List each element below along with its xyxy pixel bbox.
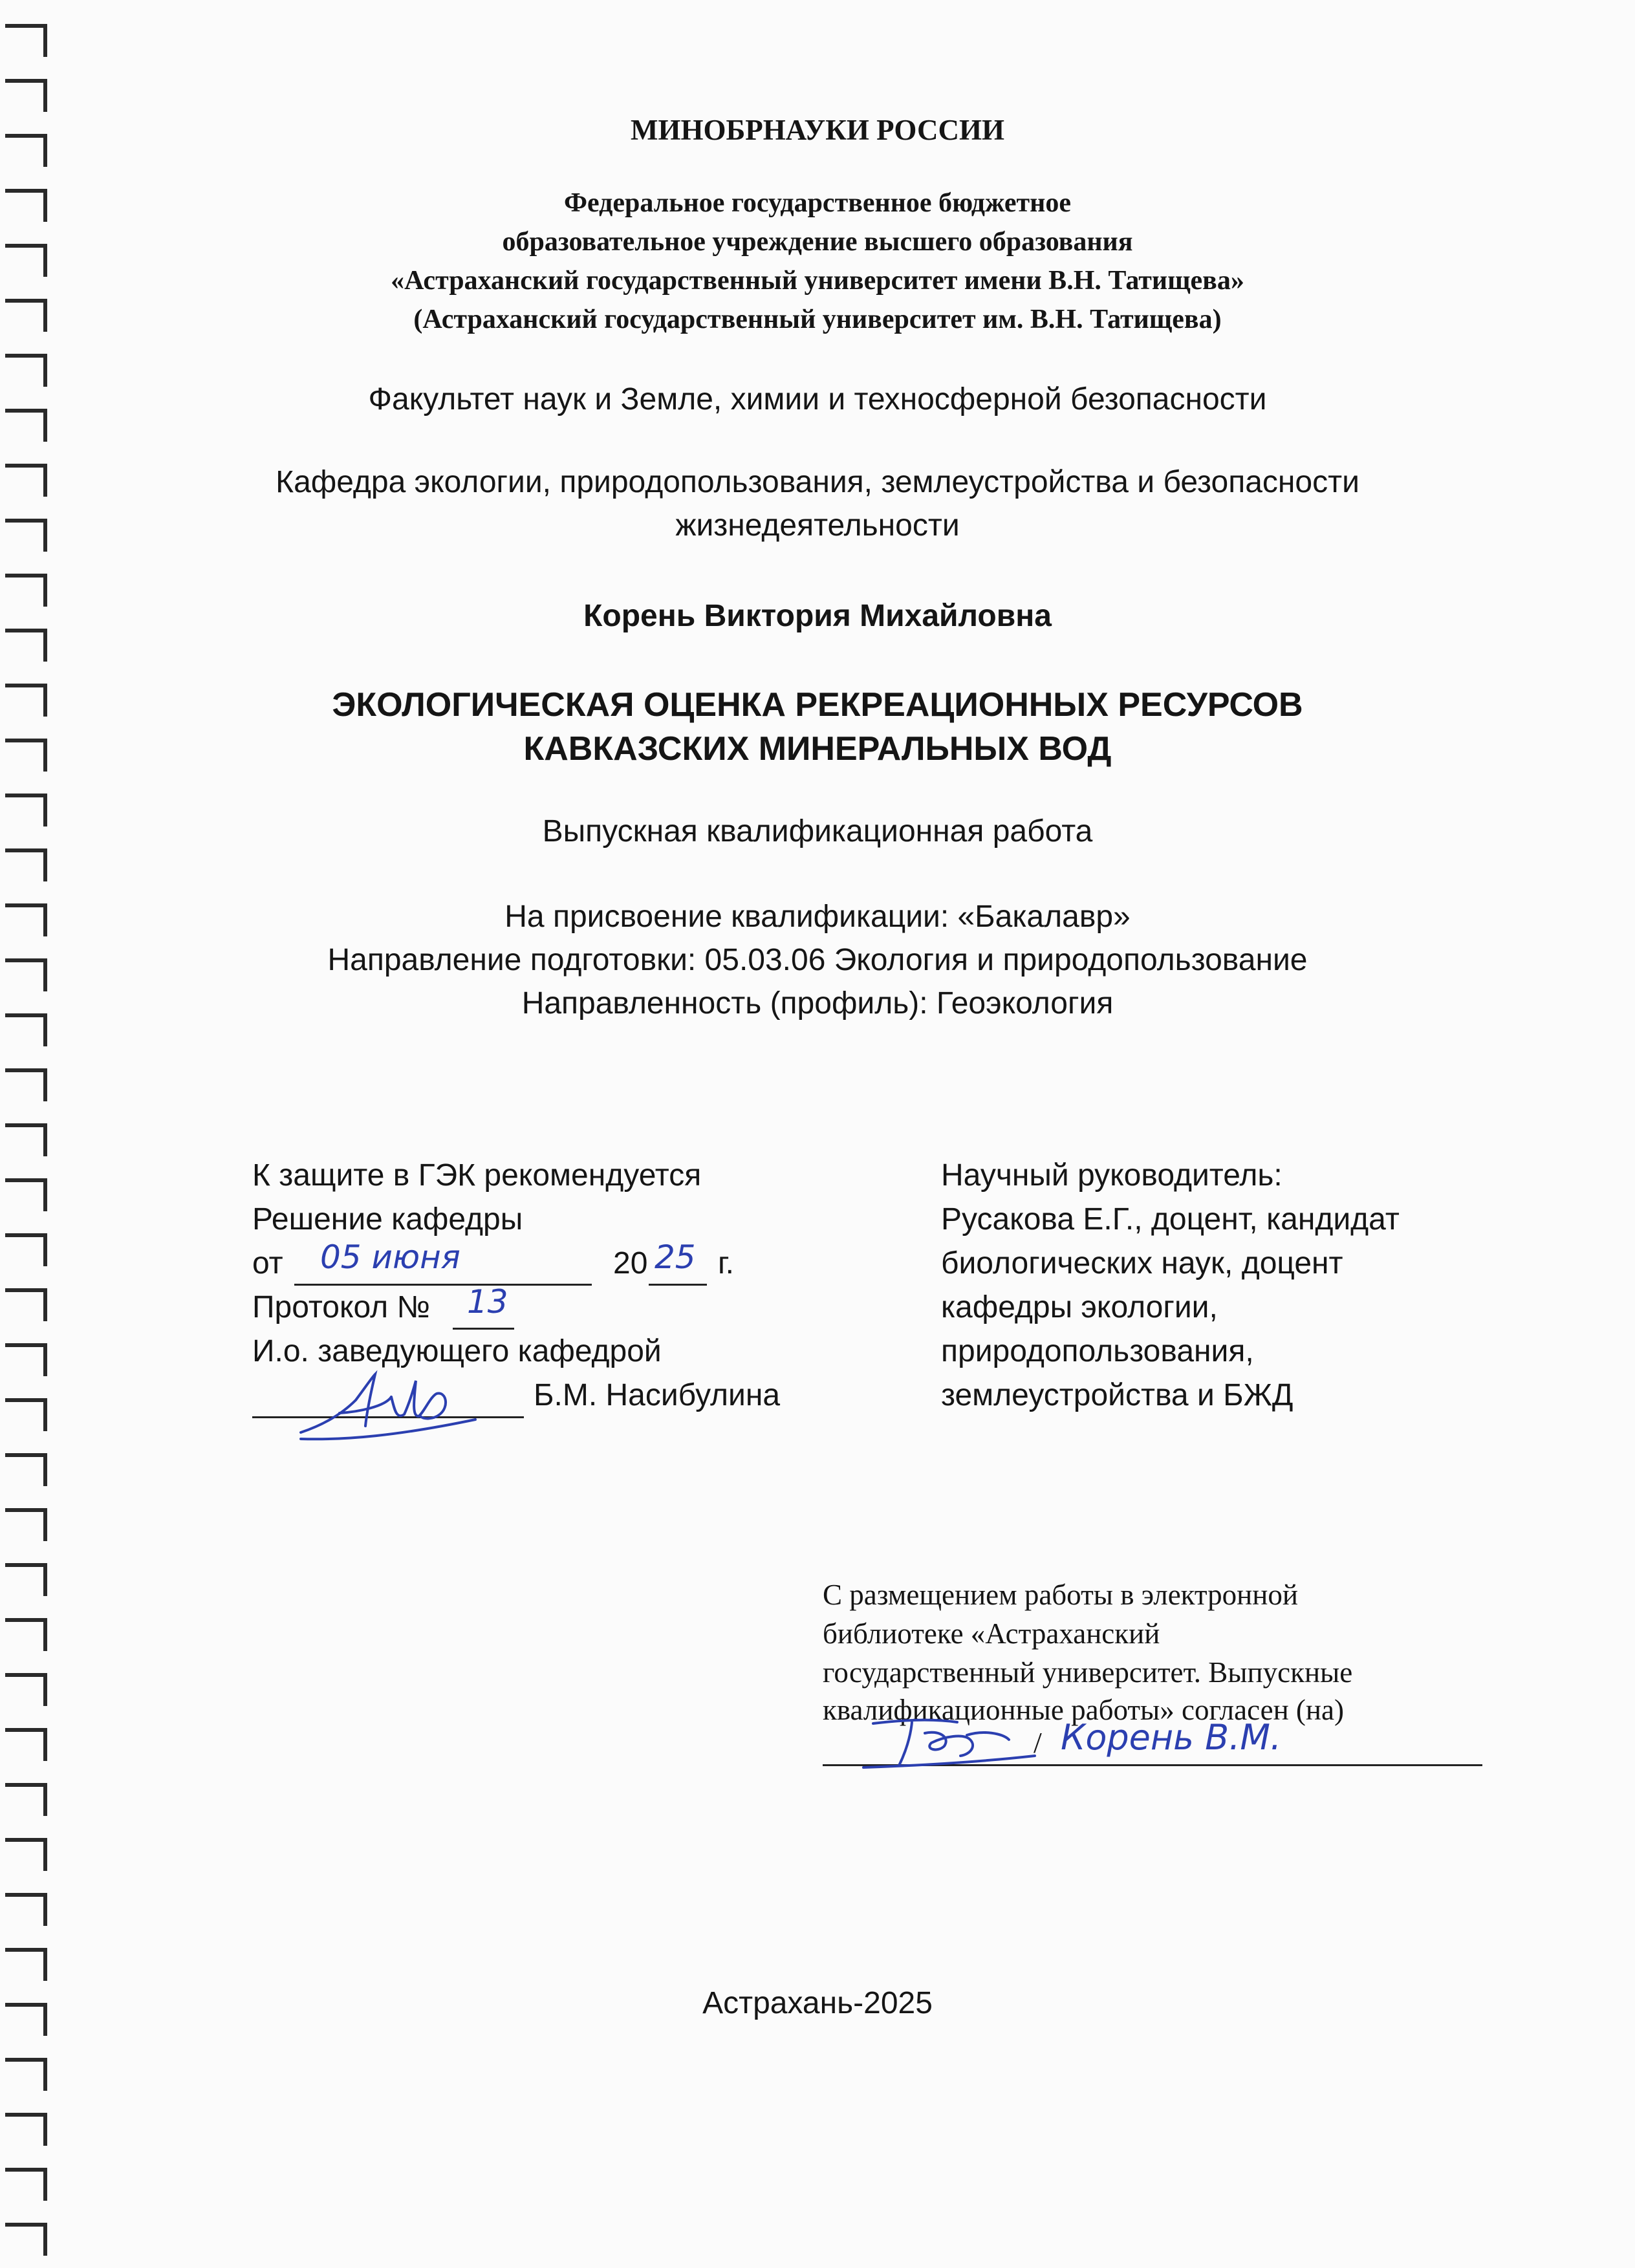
binding-hole <box>5 631 45 662</box>
binding-hole <box>5 1730 45 1761</box>
binding-hole <box>5 1070 45 1101</box>
protocol-underline <box>453 1328 514 1330</box>
supervisor-line-3: биологических наук, доцент <box>941 1246 1343 1280</box>
work-type: Выпускная квалификационная работа <box>542 814 1093 848</box>
binding-hole <box>5 1125 45 1156</box>
binding-hole <box>5 1400 45 1431</box>
binding-hole <box>5 2170 45 2201</box>
org-line-4: (Астраханский государственный университет им. В.Н. Татищева) <box>413 305 1222 334</box>
signature-separator: / <box>1034 1726 1042 1759</box>
profile: Направленность (профиль): Геоэкология <box>521 986 1114 1021</box>
supervisor-line-2: Русакова Е.Г., доцент, кандидат <box>941 1202 1400 1237</box>
department-line-1: Кафедра экологии, природопользования, землеустройства и безопасности <box>276 465 1359 499</box>
handwritten-year: 25 <box>655 1238 696 1276</box>
ministry-heading: МИНОБРНАУКИ РОССИИ <box>631 114 1004 146</box>
department-line-2: жизнедеятельности <box>675 508 960 543</box>
date-underline <box>294 1284 592 1286</box>
binding-hole <box>5 2115 45 2146</box>
faculty: Факультет наук и Земле, химии и техносферной безопасности <box>368 382 1267 416</box>
year-suffix: г. <box>718 1246 734 1280</box>
binding-hole <box>5 1950 45 1981</box>
handwritten-student-name: Корень В.М. <box>1061 1717 1282 1758</box>
supervisor-line-4: кафедры экологии, <box>941 1290 1218 1324</box>
binding-hole <box>5 1840 45 1871</box>
handwritten-date: 05 июня <box>320 1238 460 1276</box>
supervisor-label: Научный руководитель: <box>941 1158 1283 1193</box>
binding-hole <box>5 1510 45 1541</box>
author-name: Корень Виктория Михайловна <box>583 599 1052 633</box>
org-line-2: образовательное учреждение высшего образования <box>502 227 1133 257</box>
binding-hole <box>5 2060 45 2091</box>
head-signature <box>294 1361 482 1452</box>
binding-hole <box>5 1290 45 1321</box>
thesis-title-line-1: ЭКОЛОГИЧЕСКАЯ ОЦЕНКА РЕКРЕАЦИОННЫХ РЕСУРСОВ <box>332 686 1303 724</box>
student-signature <box>860 1711 1041 1775</box>
consent-line-3: государственный университет. Выпускные <box>823 1656 1353 1689</box>
thesis-title-line-2: КАВКАЗСКИХ МИНЕРАЛЬНЫХ ВОД <box>523 730 1112 768</box>
date-prefix: от <box>252 1246 283 1280</box>
binding-hole <box>5 1235 45 1266</box>
year-underline <box>649 1284 707 1286</box>
year-prefix: 20 <box>613 1246 648 1280</box>
binding-hole <box>5 1565 45 1596</box>
city-year: Астрахань-2025 <box>702 1986 933 2020</box>
supervisor-line-6: землеустройства и БЖД <box>941 1378 1294 1412</box>
consent-line-4: квалификационные работы» согласен (на) <box>823 1694 1344 1726</box>
binding-hole <box>5 1455 45 1486</box>
qualification: На присвоение квалификации: «Бакалавр» <box>504 900 1131 934</box>
direction: Направление подготовки: 05.03.06 Экология и природопользование <box>327 943 1308 977</box>
spiral-binding-holes <box>0 0 65 2268</box>
org-line-3: «Астраханский государственный университет имени В.Н. Татищева» <box>391 266 1244 296</box>
binding-hole <box>5 1675 45 1706</box>
consent-line-1: С размещением работы в электронной <box>823 1579 1298 1611</box>
department-decision: Решение кафедры <box>252 1202 523 1237</box>
binding-hole <box>5 26 45 57</box>
binding-hole <box>5 2225 45 2256</box>
org-line-1: Федеральное государственное бюджетное <box>563 188 1072 218</box>
binding-hole <box>5 1620 45 1651</box>
binding-hole <box>5 1180 45 1211</box>
binding-hole <box>5 1345 45 1376</box>
binding-hole <box>5 850 45 881</box>
head-title: И.о. заведующего кафедрой <box>252 1334 662 1368</box>
consent-line-2: библиотеке «Астраханский <box>823 1617 1160 1650</box>
head-name: Б.М. Насибулина <box>534 1378 781 1412</box>
binding-hole <box>5 81 45 112</box>
binding-hole <box>5 1895 45 1926</box>
protocol-label: Протокол № <box>252 1290 430 1324</box>
handwritten-protocol-number: 13 <box>467 1283 508 1321</box>
recommendation-line: К защите в ГЭК рекомендуется <box>252 1158 702 1193</box>
supervisor-line-5: природопользования, <box>941 1334 1254 1368</box>
binding-hole <box>5 1785 45 1816</box>
